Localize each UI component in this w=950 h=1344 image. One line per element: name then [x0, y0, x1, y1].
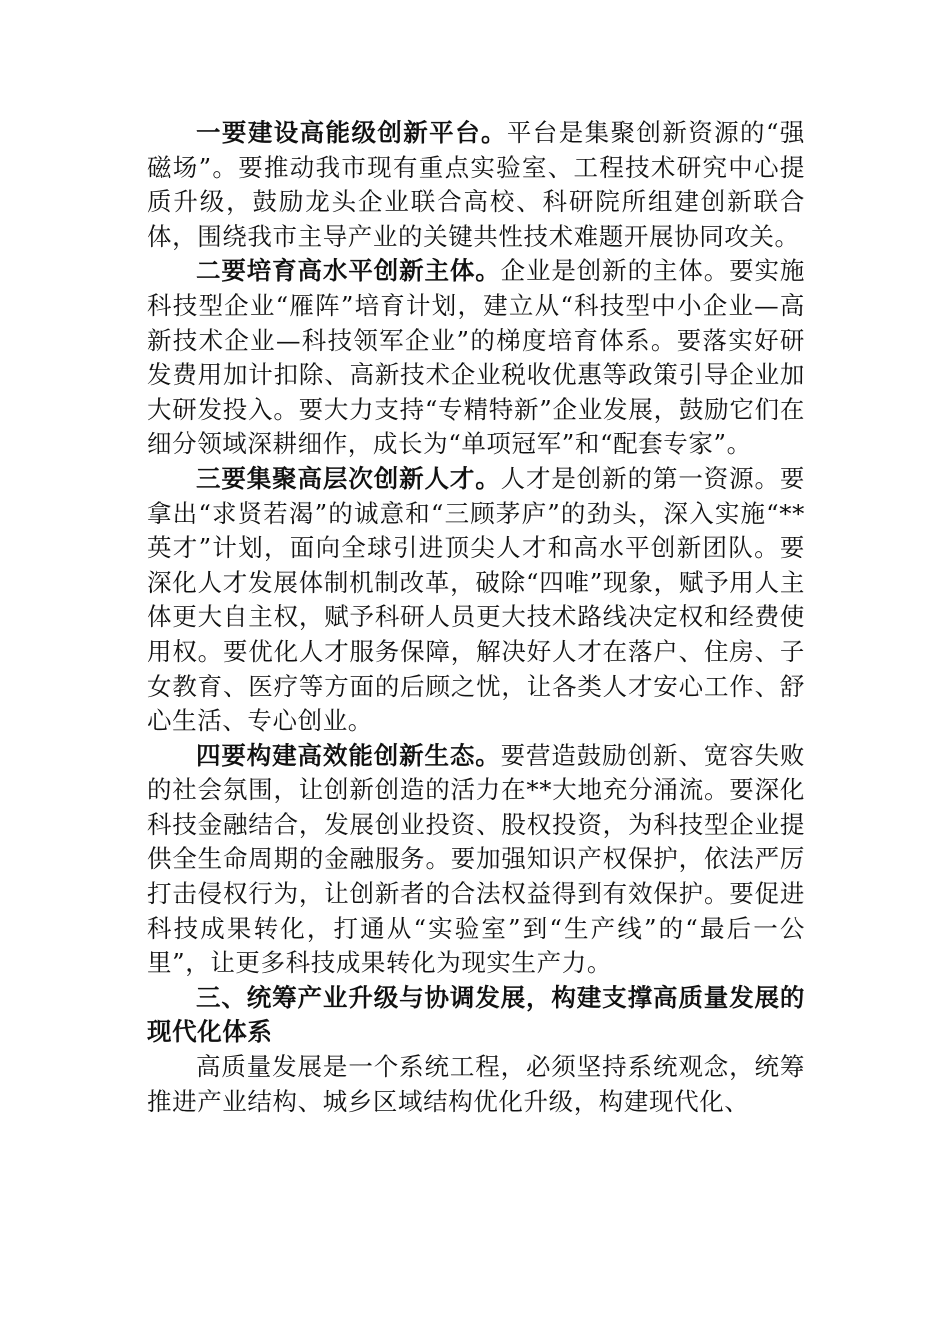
paragraph-body: 企业是创新的主体。要实施科技型企业“雁阵”培育计划，建立从“科技型中小企业—高新技术企业—科技领军企业”的梯度培育体系。要落实好研发费用加计扣除、高新技术企业税收优惠等政策引导企业加大研发投入。要大力支持“专精特新”企业发展，鼓励它们在细分领域深耕细作，成长为“单项冠军”和“配套专家”。 — [147, 256, 805, 459]
paragraph-body: 平台是集聚创新资源的“强磁场”。要推动我市现有重点实验室、工程技术研究中心提质升级，鼓励龙头企业联合高校、科研院所组建创新联合体，围绕我市主导产业的关键共性技术难题开展协同攻关。 — [147, 118, 805, 251]
document-page — [147, 116, 805, 1119]
paragraph-innovation-platform — [147, 116, 805, 254]
paragraph-body: 人才是创新的第一资源。要拿出“求贤若渴”的诚意和“三顾茅庐”的劲头，深入实施“**英才”计划，面向全球引进顶尖人才和高水平创新团队。要深化人才发展体制机制改革，破除“四唯”现象，赋予用人主体更大自主权，赋予科研人员更大技术路线决定权和经费使用权。要优化人才服务保障，解决好人才在落户、住房、子女教育、医疗等方面的后顾之忧，让各类人才安心工作、舒心生活、专心创业。 — [147, 463, 805, 736]
paragraph-lead: 二要培育高水平创新主体。 — [196, 256, 501, 286]
paragraph-innovation-talent — [147, 462, 805, 739]
paragraph-lead: 三要集聚高层次创新人才。 — [196, 463, 501, 493]
paragraph-innovation-ecosystem — [147, 739, 805, 981]
paragraph-body: 要营造鼓励创新、宽容失败的社会氛围，让创新创造的活力在**大地充分涌流。要深化科技金融结合，发展创业投资、股权投资，为科技型企业提供全生命周期的金融服务。要加强知识产权保护，依法严厉打击侵权行为，让创新者的合法权益得到有效保护。要促进科技成果转化，打通从“实验室”到“生产线”的“最后一公里”，让更多科技成果转化为现实生产力。 — [147, 740, 805, 978]
paragraph-lead: 一要建设高能级创新平台。 — [196, 118, 507, 147]
section-heading: 三、统筹产业升级与协调发展，构建支撑高质量发展的现代化体系 — [147, 982, 805, 1047]
paragraph-innovation-entity — [147, 254, 805, 462]
paragraph-lead: 四要构建高效能创新生态。 — [196, 740, 501, 770]
section-intro-paragraph: 高质量发展是一个系统工程，必须坚持系统观念，统筹推进产业结构、城乡区域结构优化升级，构建现代化、 — [147, 1052, 805, 1116]
